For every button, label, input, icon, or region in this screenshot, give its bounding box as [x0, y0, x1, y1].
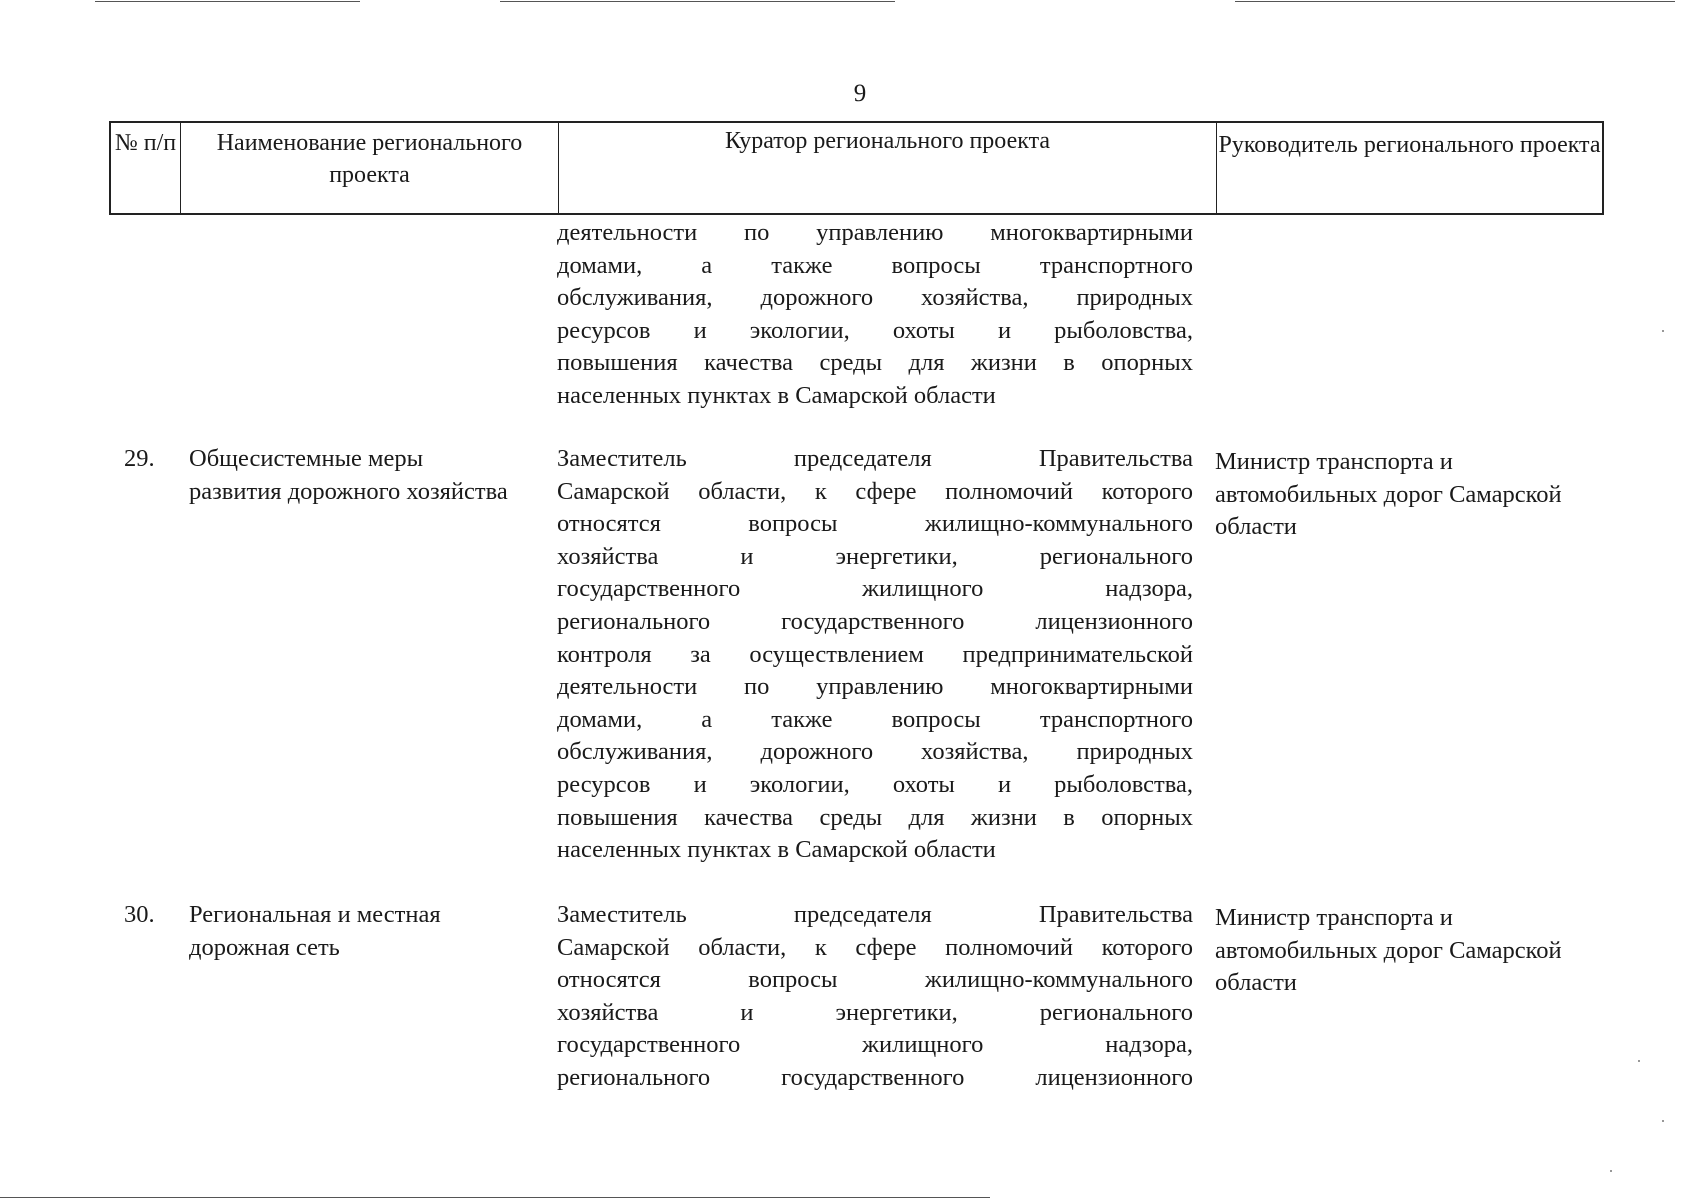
- scan-artifact-line: [500, 1, 895, 2]
- text-line: повышения качества среды для жизни в опорных: [557, 803, 1193, 831]
- header-project-head: Руководитель регионального проекта: [1218, 132, 1601, 158]
- row-project-head: Министр транспорта и автомобильных дорог Самарской области: [1215, 904, 1562, 997]
- text-line: обслуживания, дорожного хозяйства, природных: [557, 738, 1193, 766]
- row-curator-text: [557, 443, 1193, 867]
- text-line: Заместитель председателя Правительства: [557, 445, 1193, 472]
- text-line: регионального государственного лицензионного: [557, 1063, 1193, 1091]
- text-line: населенных пунктах в Самарской области: [557, 836, 996, 864]
- text-line: относятся вопросы жилищно-коммунального: [557, 966, 1193, 994]
- continued-curator-text: [557, 217, 1193, 413]
- row-project-name: Общесистемные меры развития дорожного хозяйства: [189, 445, 508, 505]
- text-line: Заместитель председателя Правительства: [557, 901, 1193, 928]
- scan-speck: [1662, 1120, 1664, 1122]
- text-line: деятельности по управлению многоквартирными: [557, 219, 1193, 246]
- header-curator: Куратор регионального проекта: [559, 123, 1217, 213]
- text-line: государственного жилищного надзора,: [557, 575, 1193, 603]
- scan-artifact-line: [95, 1, 360, 2]
- text-line: обслуживания, дорожного хозяйства, природных: [557, 284, 1193, 312]
- header-number: № п/п: [111, 123, 181, 213]
- text-line: Самарской области, к сфере полномочий которого: [557, 933, 1193, 961]
- scan-artifact-line: [0, 1197, 990, 1198]
- scan-artifact-line: [1235, 1, 1675, 2]
- row-project-head: Министр транспорта и автомобильных дорог Самарской области: [1215, 448, 1562, 541]
- text-line: ресурсов и экологии, охоты и рыболовства,: [557, 316, 1193, 344]
- text-line: хозяйства и энергетики, регионального: [557, 542, 1193, 570]
- text-line: домами, а также вопросы транспортного: [557, 251, 1193, 279]
- text-line: повышения качества среды для жизни в опорных: [557, 349, 1193, 377]
- text-line: Самарской области, к сфере полномочий которого: [557, 477, 1193, 505]
- table-header: [109, 121, 1604, 215]
- text-line: хозяйства и энергетики, регионального: [557, 998, 1193, 1026]
- text-line: государственного жилищного надзора,: [557, 1031, 1193, 1059]
- scan-speck: [1610, 1170, 1612, 1172]
- text-line: относятся вопросы жилищно-коммунального: [557, 510, 1193, 538]
- text-line: регионального государственного лицензионного: [557, 607, 1193, 635]
- text-line: домами, а также вопросы транспортного: [557, 705, 1193, 733]
- page-number: 9: [853, 80, 867, 107]
- text-line: ресурсов и экологии, охоты и рыболовства,: [557, 770, 1193, 798]
- text-line: контроля за осуществлением предпринимательской: [557, 640, 1193, 668]
- scan-speck: [1638, 1060, 1640, 1062]
- row-number: 30.: [124, 901, 155, 928]
- scan-speck: [1662, 330, 1664, 332]
- row-number: 29.: [124, 445, 155, 472]
- header-project-name: Наименование регионального проекта: [181, 123, 559, 213]
- text-line: деятельности по управлению многоквартирными: [557, 673, 1193, 701]
- row-curator-text: [557, 899, 1193, 1095]
- text-line: населенных пунктах в Самарской области: [557, 381, 996, 409]
- row-project-name: Региональная и местная дорожная сеть: [189, 901, 441, 961]
